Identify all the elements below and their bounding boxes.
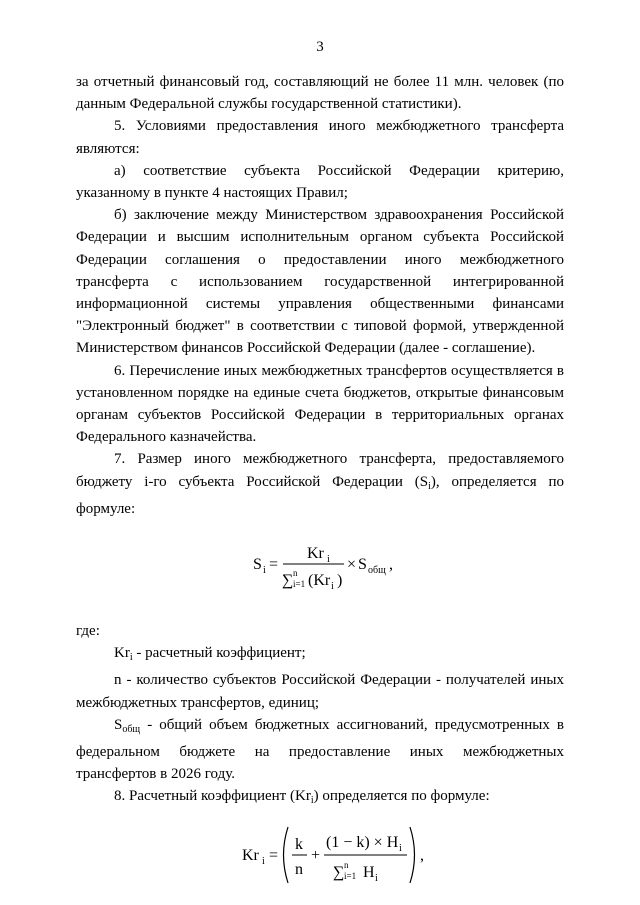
formula1-lhs-sub: i <box>263 565 266 577</box>
definition-kr <box>76 642 564 669</box>
definition-kr-text: - расчетный коэффициент; <box>132 645 306 662</box>
formula1-times: × <box>347 556 357 574</box>
formula2-comma: , <box>420 846 424 864</box>
formula2-numerator-sub: i <box>399 842 402 854</box>
formula2-n: n <box>295 860 303 878</box>
paragraph-7-text: 7. Размер иного межбюджетного трансферта, предоставляемого бюджету i-го субъекта Российской Федерации ( <box>76 451 564 490</box>
formula2-denominator-body: H <box>363 863 375 881</box>
formula-coefficient <box>76 813 564 893</box>
formula1-sum-sign: ∑ <box>282 572 294 590</box>
definition-s-symbol: S <box>114 716 123 733</box>
formula2-denominator-sub: i <box>375 872 378 884</box>
formula2-sum-lower: i=1 <box>344 870 357 881</box>
definition-s-sub: общ <box>122 723 141 735</box>
formula1-numerator: Kr <box>307 545 324 563</box>
formula2-sum-upper: n <box>344 859 349 870</box>
paragraph-7-symbol: S <box>419 473 429 490</box>
formula2-numerator: (1 − k) × H <box>326 833 399 851</box>
definition-n: n - количество субъектов Российской Федерации - получателей иных межбюджетных трансфертов, единиц; <box>76 672 564 711</box>
page-number: 3 <box>316 39 324 55</box>
formula1-comma: , <box>389 556 393 574</box>
definition-s-text: - общий объем бюджетных ассигнований, предусмотренных в федеральном бюджете на предоставление иных межбюджетных трансфертов в 2026 году. <box>76 716 564 783</box>
paragraph-8-symbol: Kr <box>294 788 311 805</box>
paragraph-8-text: 8. Расчетный коэффициент ( <box>114 788 295 805</box>
formula2-equals: = <box>269 846 279 864</box>
document-body <box>76 71 564 893</box>
paragraph-continuation: за отчетный финансовый год, составляющий не более 11 млн. человек (по данным Федеральной службы государственной статистики). <box>76 74 564 113</box>
formula1-denominator-close: ) <box>337 572 343 590</box>
paragraph-8-tail: ) определяется по формуле: <box>313 788 490 805</box>
formula1-total-sub: общ <box>368 565 386 577</box>
formula1-total: S <box>358 556 367 574</box>
paragraph-7-subscript: i <box>428 480 431 492</box>
definition-kr-symbol: Kr <box>114 645 130 662</box>
formula2-k: k <box>295 835 303 853</box>
paragraph-8-sub: i <box>310 795 314 807</box>
formula1-denominator-body: (Kr <box>308 572 331 590</box>
paragraph-5b: б) заключение между Министерством здравоохранения Российской Федерации и высшим исполнительным органом субъекта Российской Федерации соглашения о предоставлении иного межбюджетного трансферта с использованием государственной интегрированной информационной системы управления общественными финансами "Электронный бюджет" в соответствии с типовой формой, утвержденной Министерством финансов Российской Федерации (далее - соглашение). <box>76 207 564 357</box>
formula1-sum-lower: i=1 <box>293 579 306 590</box>
formula2-right-paren <box>410 827 415 883</box>
formula1-denominator-sub: i <box>331 581 334 593</box>
formula2-left-paren <box>284 827 289 883</box>
paragraph-8 <box>76 785 564 812</box>
formula1-numerator-sub: i <box>327 554 330 566</box>
formula2-sum-sign: ∑ <box>333 863 345 881</box>
definition-kr-sub: i <box>129 652 133 664</box>
paragraph-5: 5. Условиями предоставления иного межбюджетного трансферта являются: <box>76 118 564 157</box>
where-label: где: <box>76 623 100 640</box>
paragraph-7 <box>76 448 564 520</box>
formula2-lhs-sub: i <box>262 855 265 867</box>
formula-transfer-size <box>76 520 564 620</box>
formula2-lhs: Kr <box>242 846 259 864</box>
formula1-equals: = <box>269 556 279 574</box>
definition-s-total <box>76 714 564 786</box>
formula2-plus: + <box>311 846 321 864</box>
paragraph-7-tail: ), определяется по формуле: <box>76 473 564 517</box>
formula1-lhs: S <box>253 556 262 574</box>
paragraph-6: 6. Перечисление иных межбюджетных трансфертов осуществляется в установленном порядке на единые счета бюджетов, открытые финансовым органам субъектов Российской Федерации в территориальных органах Федерального казначейства. <box>76 362 564 446</box>
paragraph-5a: а) соответствие субъекта Российской Федерации критерию, указанному в пункте 4 настоящих Правил; <box>76 162 564 202</box>
formula1-sum-upper: n <box>293 568 298 579</box>
